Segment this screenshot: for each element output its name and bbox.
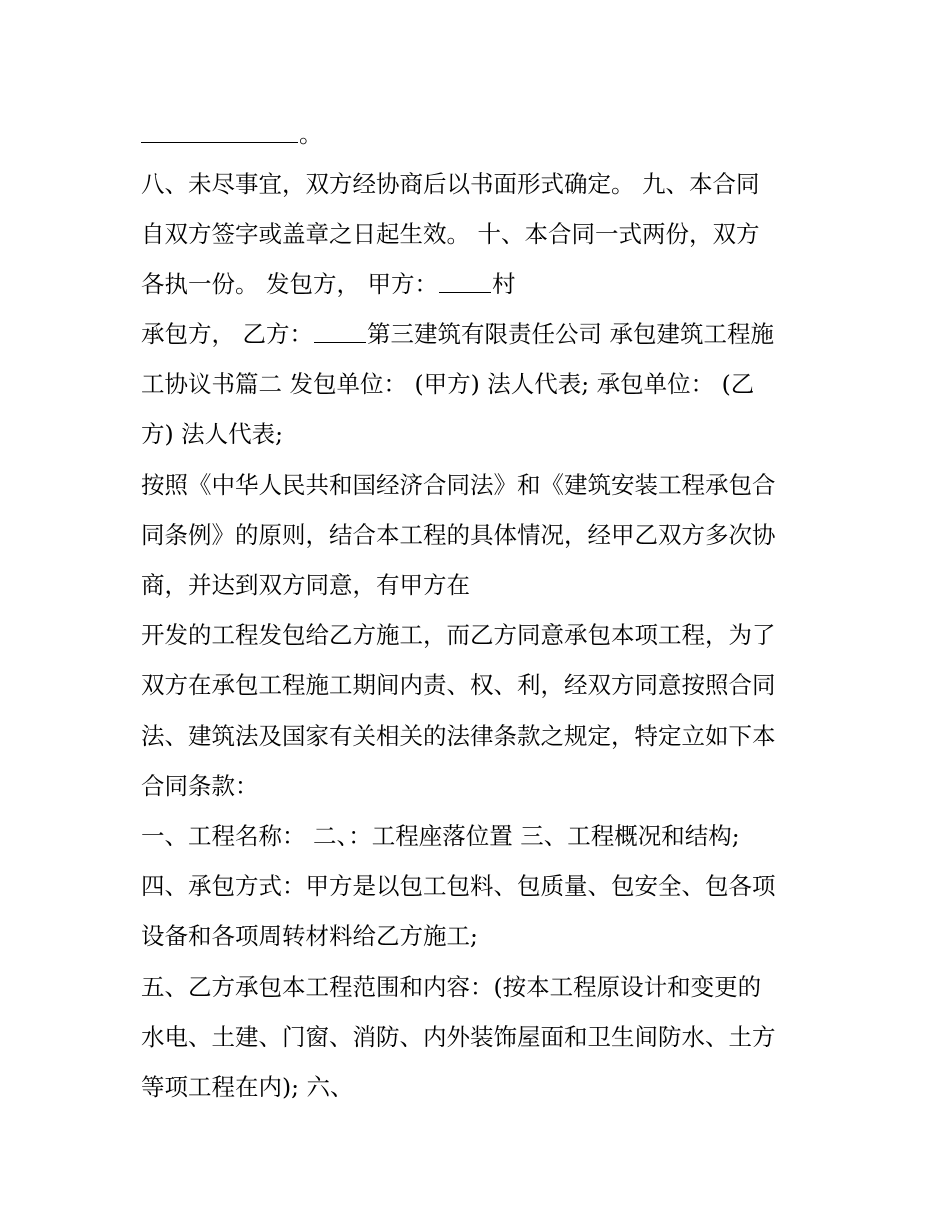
text-line-16: 四、承包方式：甲方是以包工包料、包质量、包安全、包各项	[141, 872, 776, 900]
text-line-13: 法、建筑法及国家有关相关的法律条款之规定，特定立如下本	[141, 722, 776, 750]
line-tail: 。	[299, 120, 323, 148]
line-head: 各执一份。 发包方， 甲方：	[141, 270, 438, 298]
fill-blank	[141, 120, 298, 143]
line-tail: 村	[491, 270, 516, 298]
text-line-5	[141, 314, 831, 354]
text-line-17: 设备和各项周转材料给乙方施工;	[141, 922, 478, 950]
text-line-4	[141, 264, 831, 304]
text-line-14: 合同条款：	[141, 772, 259, 800]
fill-blank	[439, 270, 491, 293]
fill-blank	[314, 320, 366, 343]
text-line-19: 水电、土建、门窗、消防、内外装饰屋面和卫生间防水、土方	[141, 1023, 776, 1051]
text-line-7: 方) 法人代表;	[141, 420, 284, 448]
text-line-1	[141, 114, 831, 154]
text-line-3: 自双方签字或盖章之日起生效。 十、本合同一式两份，双方	[141, 220, 760, 248]
text-line-9: 同条例》的原则，结合本工程的具体情况，经甲乙双方多次协	[141, 521, 776, 549]
line-head: 承包方， 乙方：	[141, 320, 313, 348]
text-line-6: 工协议书篇二 发包单位： (甲方) 法人代表; 承包单位： (乙	[141, 370, 755, 398]
text-line-12: 双方在承包工程施工期间内责、权、利，经双方同意按照合同	[141, 671, 776, 699]
text-line-18: 五、乙方承包本工程范围和内容：(按本工程原设计和变更的	[141, 973, 762, 1001]
text-line-10: 商，并达到双方同意，有甲方在	[141, 571, 470, 599]
text-line-20: 等项工程在内); 六、	[141, 1073, 354, 1101]
text-line-15: 一、工程名称： 二、：工程座落位置 三、工程概况和结构;	[141, 822, 740, 850]
text-line-2: 八、未尽事宜，双方经协商后以书面形式确定。 九、本合同	[141, 170, 760, 198]
text-line-11: 开发的工程发包给乙方施工，而乙方同意承包本项工程，为了	[141, 621, 776, 649]
line-tail: 第三建筑有限责任公司 承包建筑工程施	[366, 320, 774, 348]
text-line-8: 按照《中华人民共和国经济合同法》和《建筑安装工程承包合	[141, 471, 776, 499]
